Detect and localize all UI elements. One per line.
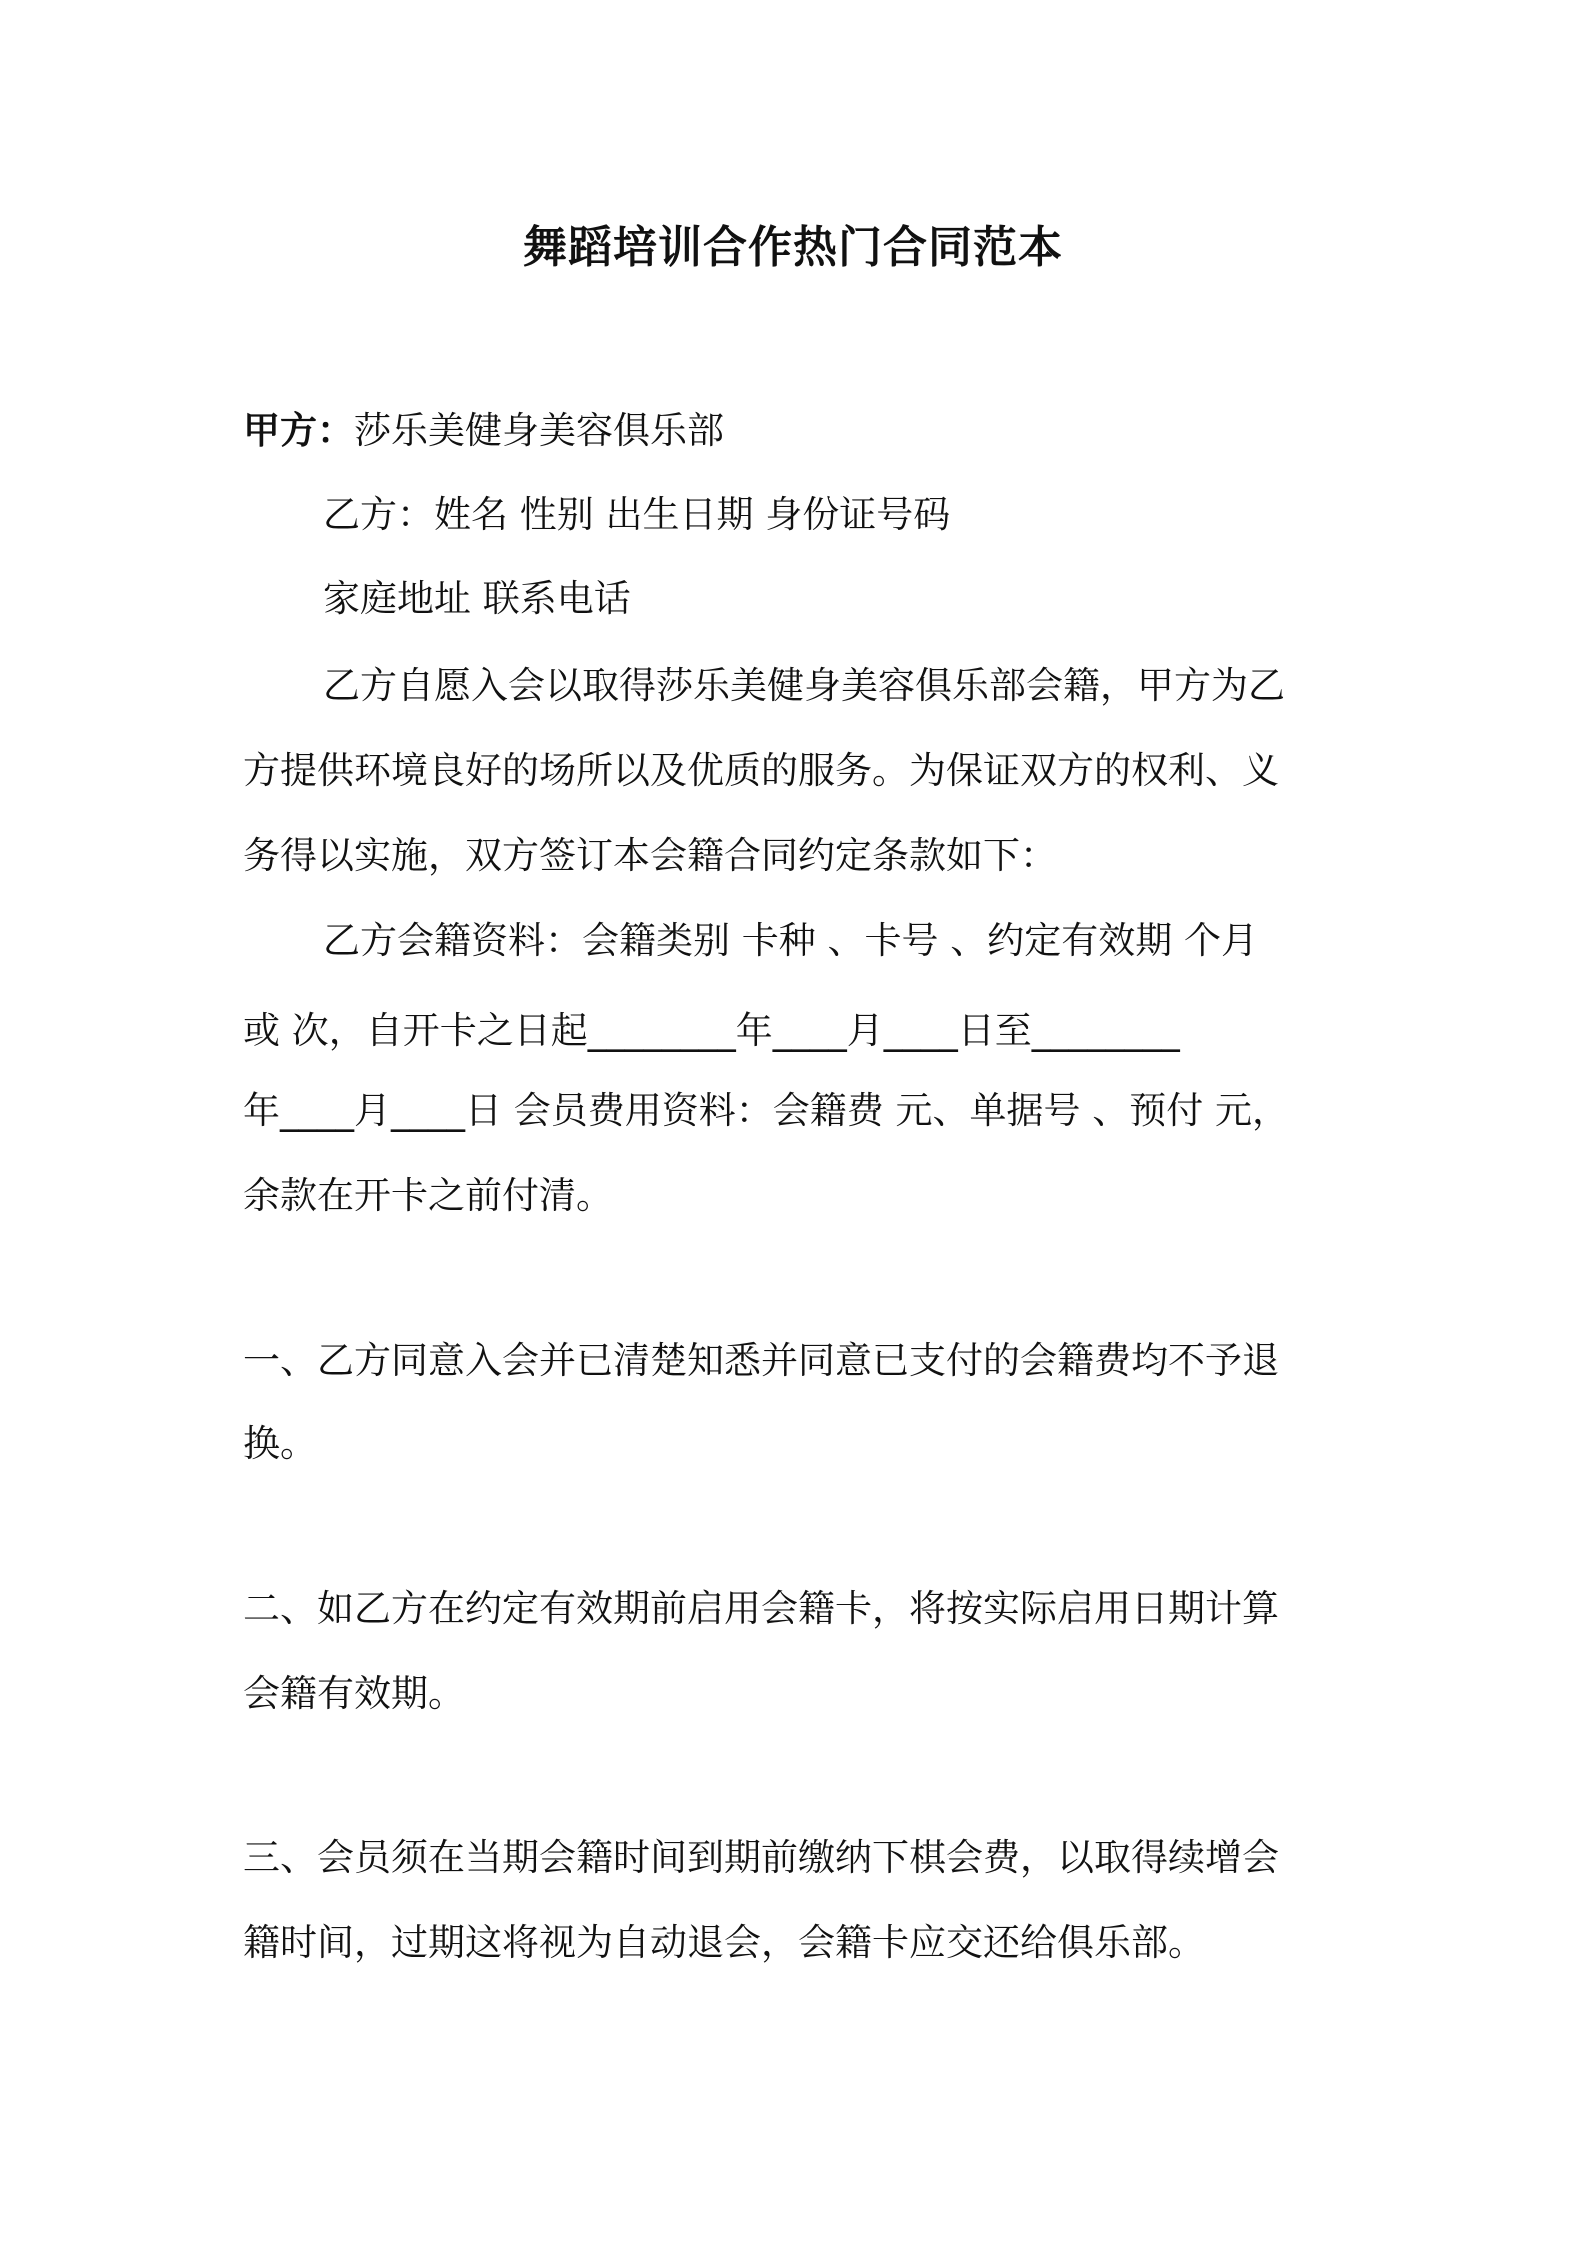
document-title: 舞蹈培训合作热门合同范本 [523,222,1063,273]
party-a-name: 莎乐美健身美容俱乐部 [354,409,724,452]
clause-1-line-2: 换。 [243,1422,317,1465]
intro-line-3: 务得以实施，双方签订本会籍合同约定条款如下： [243,834,1057,877]
party-a-line [243,405,724,457]
party-b-line-1: 乙方：姓名 性别 出生日期 身份证号码 [323,493,951,536]
membership-line-3: 年____月____日 会员费用资料：会籍费 元、单据号 、预付 元， [243,1089,1290,1132]
clause-3-line-2: 籍时间，过期这将视为自动退会，会籍卡应交还给俱乐部。 [243,1921,1205,1964]
party-a-label: 甲方： [243,409,354,452]
membership-line-4: 余款在开卡之前付清。 [243,1174,613,1217]
clause-1-line-1: 一、乙方同意入会并已清楚知悉并同意已支付的会籍费均不予退 [243,1339,1279,1382]
membership-line-1: 乙方会籍资料：会籍类别 卡种 、卡号 、约定有效期 个月 [323,919,1259,962]
party-b-line-2: 家庭地址 联系电话 [323,577,631,620]
clause-3-line-1: 三、会员须在当期会籍时间到期前缴纳下棋会费，以取得续增会 [243,1836,1279,1879]
intro-line-1: 乙方自愿入会以取得莎乐美健身美容俱乐部会籍，甲方为乙 [323,664,1285,707]
clause-2-line-2: 会籍有效期。 [243,1672,465,1715]
clause-2-line-1: 二、如乙方在约定有效期前启用会籍卡，将按实际启用日期计算 [243,1587,1279,1630]
membership-line-2: 或 次，自开卡之日起________年____月____日至________ [243,1009,1180,1052]
intro-line-2: 方提供环境良好的场所以及优质的服务。为保证双方的权利、义 [243,749,1279,792]
